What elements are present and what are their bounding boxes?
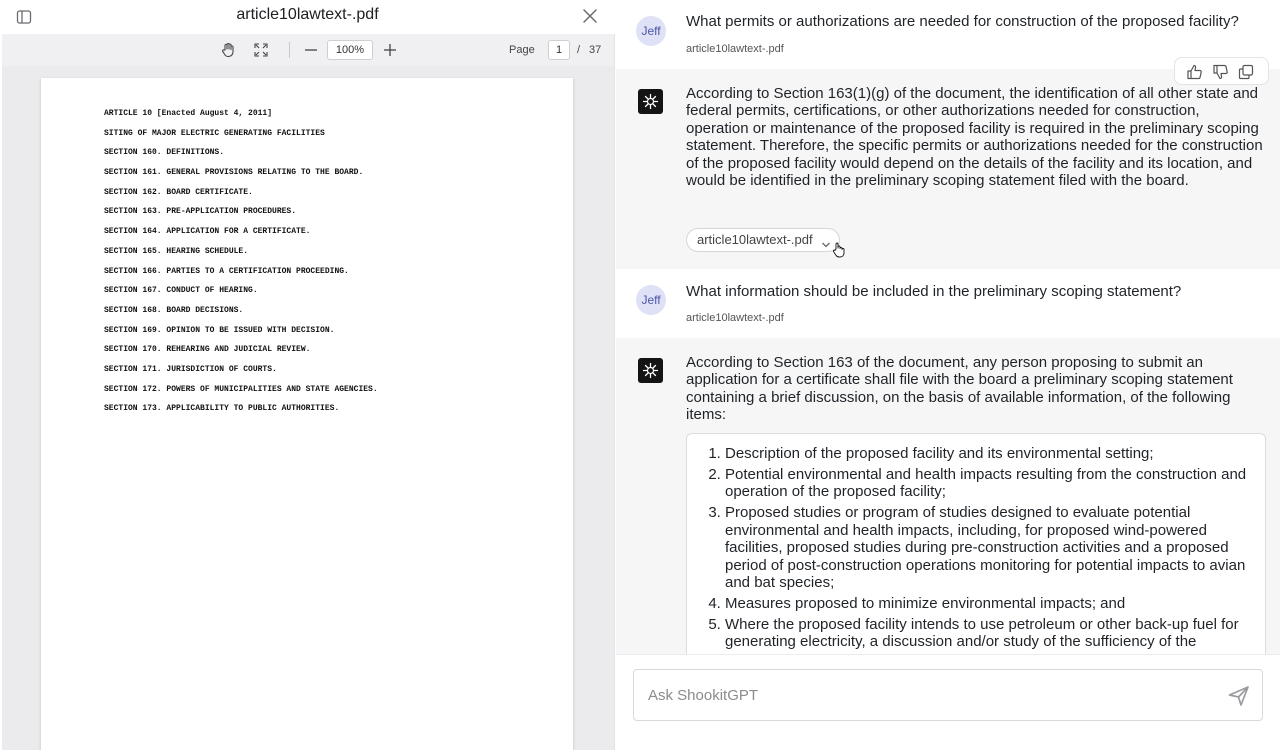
zoom-in-icon[interactable] xyxy=(382,42,398,58)
send-icon[interactable] xyxy=(1227,684,1251,708)
viewer-header xyxy=(0,0,615,34)
toolbar-divider xyxy=(289,42,290,58)
chat-input-container xyxy=(633,669,1263,721)
document-title: article10lawtext-.pdf xyxy=(236,6,379,23)
chat-input-area xyxy=(616,654,1280,750)
pdf-text-line: SECTION 166. PARTIES TO A CERTIFICATION PROCEEDING. xyxy=(104,266,349,276)
user-question: What information should be included in the preliminary scoping statement? xyxy=(686,283,1182,300)
assistant-answer: According to Section 163(1)(g) of the document, the identification of all other state and federal permits, certifications, or other authorizations needed for construction, operation or maintenance of the proposed facility is required in the preliminary scoping statement. Therefore, the specific permits or authorizations needed for the construction of the proposed facility would depend on the details of the facility and its location, and would be identified in the preliminary scoping statement filed with the board. xyxy=(686,85,1263,190)
list-item: 1. Description of the proposed facility and its environmental setting; xyxy=(725,445,1255,462)
answer-list xyxy=(725,445,1255,654)
chevron-down-icon xyxy=(821,235,831,257)
question-source: article10lawtext-.pdf xyxy=(686,312,784,324)
list-item: 5. Where the proposed facility intends to use petroleum or other back-up fuel for generating electricity, a discussion and/or study of the sufficiency of the xyxy=(725,616,1255,651)
copy-icon[interactable] xyxy=(1237,63,1255,81)
pdf-viewer-panel xyxy=(0,0,615,750)
pdf-page-content xyxy=(104,109,378,424)
page-number-input[interactable]: 1 xyxy=(548,40,570,60)
shookit-logo-icon xyxy=(638,89,663,114)
avatar: Jeff xyxy=(636,16,666,46)
chat-message-user xyxy=(616,269,1280,338)
list-item: 4. Measures proposed to minimize environmental impacts; and xyxy=(725,595,1255,612)
list-item: 3. Proposed studies or program of studies designed to evaluate potential environmental and health impacts, including, for proposed wind-powered facilities, proposed studies during pre-construction activities and a proposed period of post-construction operations monitoring for potential impacts to avian and bat species; xyxy=(725,504,1255,591)
fit-to-page-icon[interactable] xyxy=(253,42,269,58)
pdf-text-line: SECTION 171. JURISDICTION OF COURTS. xyxy=(104,364,277,374)
zoom-out-icon[interactable] xyxy=(303,42,319,58)
pdf-text-line: SECTION 169. OPINION TO BE ISSUED WITH DECISION. xyxy=(104,325,335,335)
chat-input[interactable] xyxy=(648,670,1208,720)
pdf-text-line: SECTION 164. APPLICATION FOR A CERTIFICATE. xyxy=(104,227,311,237)
pdf-text-line: SITING OF MAJOR ELECTRIC GENERATING FACILITIES xyxy=(104,128,325,138)
answer-list-box xyxy=(686,433,1266,673)
page-separator: / xyxy=(577,44,581,56)
page-total: 37 xyxy=(589,44,602,56)
assistant-answer: According to Section 163 of the document, any person proposing to submit an application for a certificate shall file with the board a preliminary scoping statement containing a brief discussion, on the basis of available information, of the following items: xyxy=(686,354,1233,424)
page-label: Page xyxy=(509,44,535,56)
list-item: 2. Potential environmental and health impacts resulting from the construction and operation of the proposed facility; xyxy=(725,466,1255,501)
thumbs-up-icon[interactable] xyxy=(1186,63,1204,81)
pdf-text-line: SECTION 172. POWERS OF MUNICIPALITIES AND STATE AGENCIES. xyxy=(104,384,378,394)
pdf-text-line: ARTICLE 10 [Enacted August 4, 2011] xyxy=(104,109,273,118)
pdf-text-line: SECTION 162. BOARD CERTIFICATE. xyxy=(104,187,253,197)
pdf-text-line: SECTION 160. DEFINITIONS. xyxy=(104,148,225,158)
hand-tool-icon[interactable] xyxy=(220,42,236,58)
shookit-logo-icon xyxy=(638,358,663,383)
avatar: Jeff xyxy=(636,285,666,315)
pdf-canvas[interactable] xyxy=(2,66,614,750)
feedback-toolbar xyxy=(1174,57,1269,85)
pdf-toolbar xyxy=(2,34,614,66)
zoom-level-input[interactable]: 100% xyxy=(327,40,373,60)
close-icon[interactable] xyxy=(582,8,598,24)
pdf-text-line: SECTION 161. GENERAL PROVISIONS RELATING TO THE BOARD. xyxy=(104,168,364,178)
pdf-page xyxy=(41,78,573,750)
pdf-text-line: SECTION 165. HEARING SCHEDULE. xyxy=(104,246,249,256)
chat-panel xyxy=(616,0,1280,750)
pdf-text-line: SECTION 168. BOARD DECISIONS. xyxy=(104,305,244,315)
question-source: article10lawtext-.pdf xyxy=(686,43,784,55)
source-chip-label: article10lawtext-.pdf xyxy=(697,232,813,247)
user-question: What permits or authorizations are needed for construction of the proposed facility? xyxy=(686,13,1239,30)
pdf-text-line: SECTION 163. PRE-APPLICATION PROCEDURES. xyxy=(104,207,297,217)
pdf-text-line: SECTION 167. CONDUCT OF HEARING. xyxy=(104,286,258,296)
pdf-text-line: SECTION 170. REHEARING AND JUDICIAL REVIEW. xyxy=(104,345,311,355)
pdf-text-line: SECTION 173. APPLICABILITY TO PUBLIC AUTHORITIES. xyxy=(104,404,340,414)
thumbs-down-icon[interactable] xyxy=(1212,63,1230,81)
source-chip[interactable] xyxy=(686,228,840,252)
